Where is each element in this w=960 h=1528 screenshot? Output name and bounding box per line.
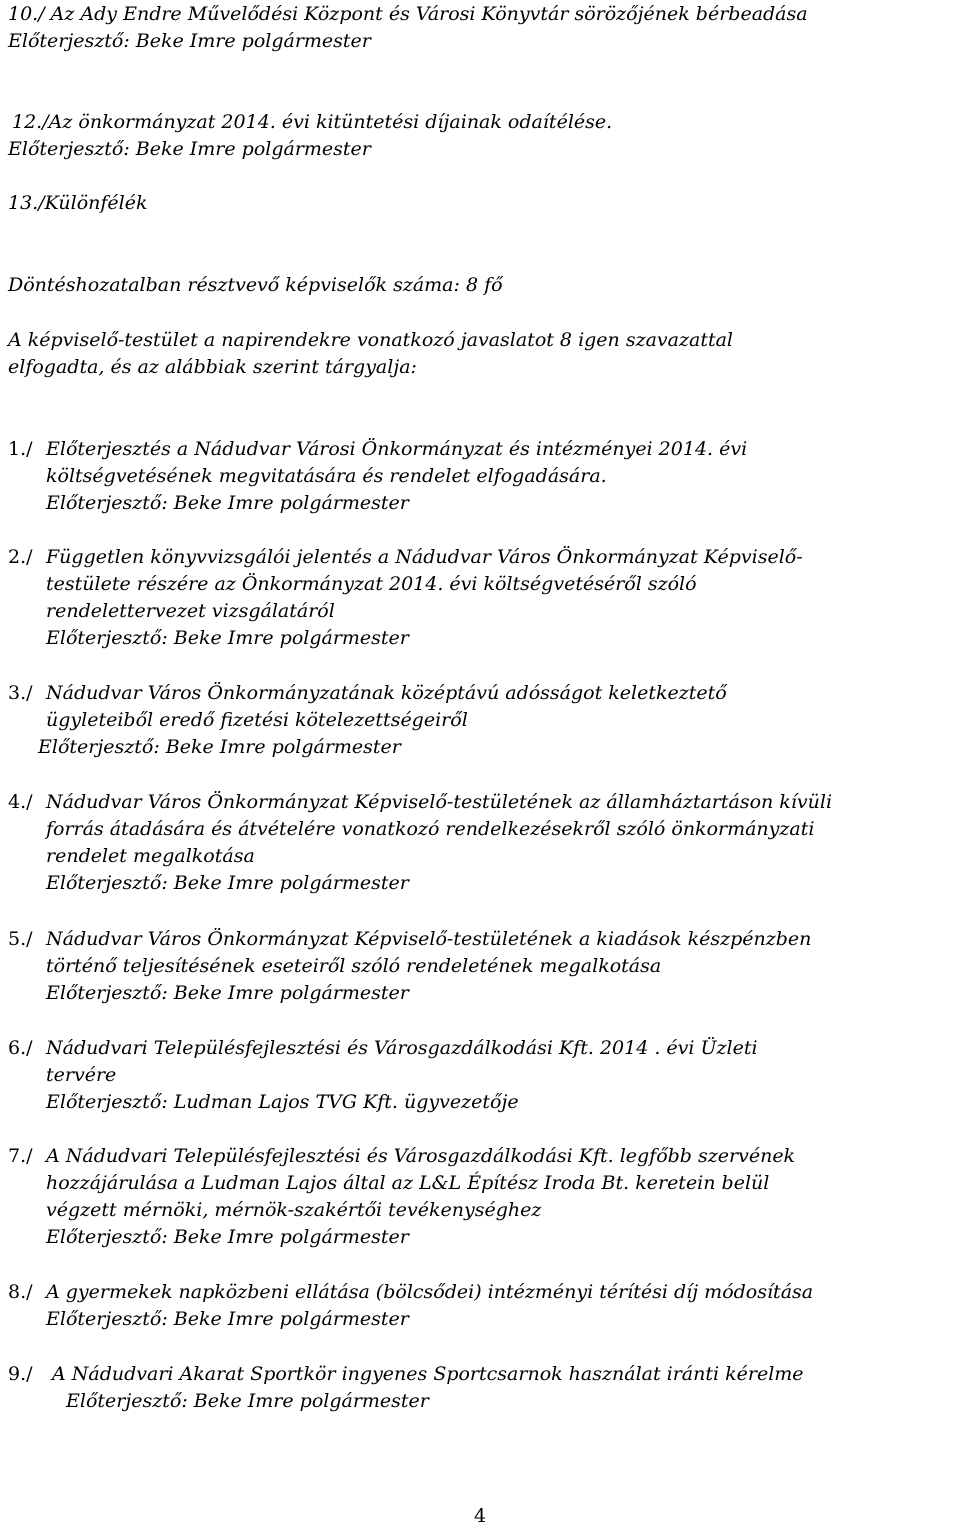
item-1-line-2: költségvetésének megvitatására és rendelet elfogadására.: [46, 465, 607, 487]
item-3-line-2: ügyleteiből eredő fizetési kötelezettségeiről: [46, 709, 468, 731]
item-3-line-1: Nádudvar Város Önkormányzatának középtávú adósságot keletkeztető: [46, 682, 727, 704]
item-2-line-2: testülete részére az Önkormányzat 2014. évi költségvetéséről szóló: [46, 573, 697, 595]
item-4-presenter: Előterjesztő: Beke Imre polgármester: [46, 872, 409, 894]
item-4-number: 4./: [8, 791, 33, 813]
item-6-line-2: tervére: [46, 1064, 117, 1086]
item-6-line-1: Nádudvari Településfejlesztési és Városgazdálkodási Kft. 2014 . évi Üzleti: [46, 1037, 758, 1059]
item-4-line-3: rendelet megalkotása: [46, 845, 255, 867]
item-3-presenter: Előterjesztő: Beke Imre polgármester: [38, 736, 401, 758]
item-7-presenter: Előterjesztő: Beke Imre polgármester: [46, 1226, 409, 1248]
item-9-number: 9./: [8, 1363, 33, 1385]
item-1-presenter: Előterjesztő: Beke Imre polgármester: [46, 492, 409, 514]
item-7-line-3: végzett mérnöki, mérnök-szakértői tevékenységhez: [46, 1199, 542, 1221]
decision-makers-text: Döntéshozatalban résztvevő képviselők száma: 8 fő: [8, 274, 503, 296]
item-8-line-1: A gyermekek napközbeni ellátása (bölcsődei) intézményi térítési díj módosítása: [46, 1281, 814, 1303]
item-8-presenter: Előterjesztő: Beke Imre polgármester: [46, 1308, 409, 1330]
item-2-line-1: Független könyvvizsgálói jelentés a Nádudvar Város Önkormányzat Képviselő-: [46, 546, 803, 568]
item-1-number: 1./: [8, 438, 33, 460]
item-5-line-2: történő teljesítésének eseteiről szóló rendeletének megalkotása: [46, 955, 662, 977]
agenda-item-12-title: 12./Az önkormányzat 2014. évi kitüntetési díjainak odaítélése.: [12, 111, 613, 133]
item-7-number: 7./: [8, 1145, 33, 1167]
agenda-item-10-presenter: Előterjesztő: Beke Imre polgármester: [8, 30, 371, 52]
item-8-number: 8./: [8, 1281, 33, 1303]
agenda-item-13-title: 13./Különfélék: [8, 192, 148, 214]
item-5-line-1: Nádudvar Város Önkormányzat Képviselő-testületének a kiadások készpénzben: [46, 928, 812, 950]
item-2-line-3: rendelettervezet vizsgálatáról: [46, 600, 335, 622]
item-5-number: 5./: [8, 928, 33, 950]
item-7-line-2: hozzájárulása a Ludman Lajos által az L&L Építész Iroda Bt. keretein belül: [46, 1172, 770, 1194]
item-6-presenter: Előterjesztő: Ludman Lajos TVG Kft. ügyvezetője: [46, 1091, 519, 1113]
item-3-number: 3./: [8, 682, 33, 704]
item-2-presenter: Előterjesztő: Beke Imre polgármester: [46, 627, 409, 649]
item-1-line-1: Előterjesztés a Nádudvar Városi Önkormányzat és intézményei 2014. évi: [46, 438, 748, 460]
item-7-line-1: A Nádudvari Településfejlesztési és Városgazdálkodási Kft. legfőbb szervének: [46, 1145, 796, 1167]
item-2-number: 2./: [8, 546, 33, 568]
item-9-line-1: A Nádudvari Akarat Sportkör ingyenes Sportcsarnok használat iránti kérelme: [52, 1363, 804, 1385]
resolution-line-1: A képviselő-testület a napirendekre vonatkozó javaslatot 8 igen szavazattal: [8, 329, 733, 351]
item-5-presenter: Előterjesztő: Beke Imre polgármester: [46, 982, 409, 1004]
item-4-line-1: Nádudvar Város Önkormányzat Képviselő-testületének az államháztartáson kívüli: [46, 791, 833, 813]
page-number: 4: [473, 1505, 487, 1527]
resolution-line-2: elfogadta, és az alábbiak szerint tárgyalja:: [8, 356, 417, 378]
item-9-presenter: Előterjesztő: Beke Imre polgármester: [66, 1390, 429, 1412]
item-4-line-2: forrás átadására és átvételére vonatkozó rendelkezésekről szóló önkormányzati: [46, 818, 815, 840]
agenda-item-12-presenter: Előterjesztő: Beke Imre polgármester: [8, 138, 371, 160]
agenda-item-10-title: 10./ Az Ady Endre Művelődési Központ és Városi Könyvtár sörözőjének bérbeadása: [8, 3, 808, 25]
item-6-number: 6./: [8, 1037, 33, 1059]
